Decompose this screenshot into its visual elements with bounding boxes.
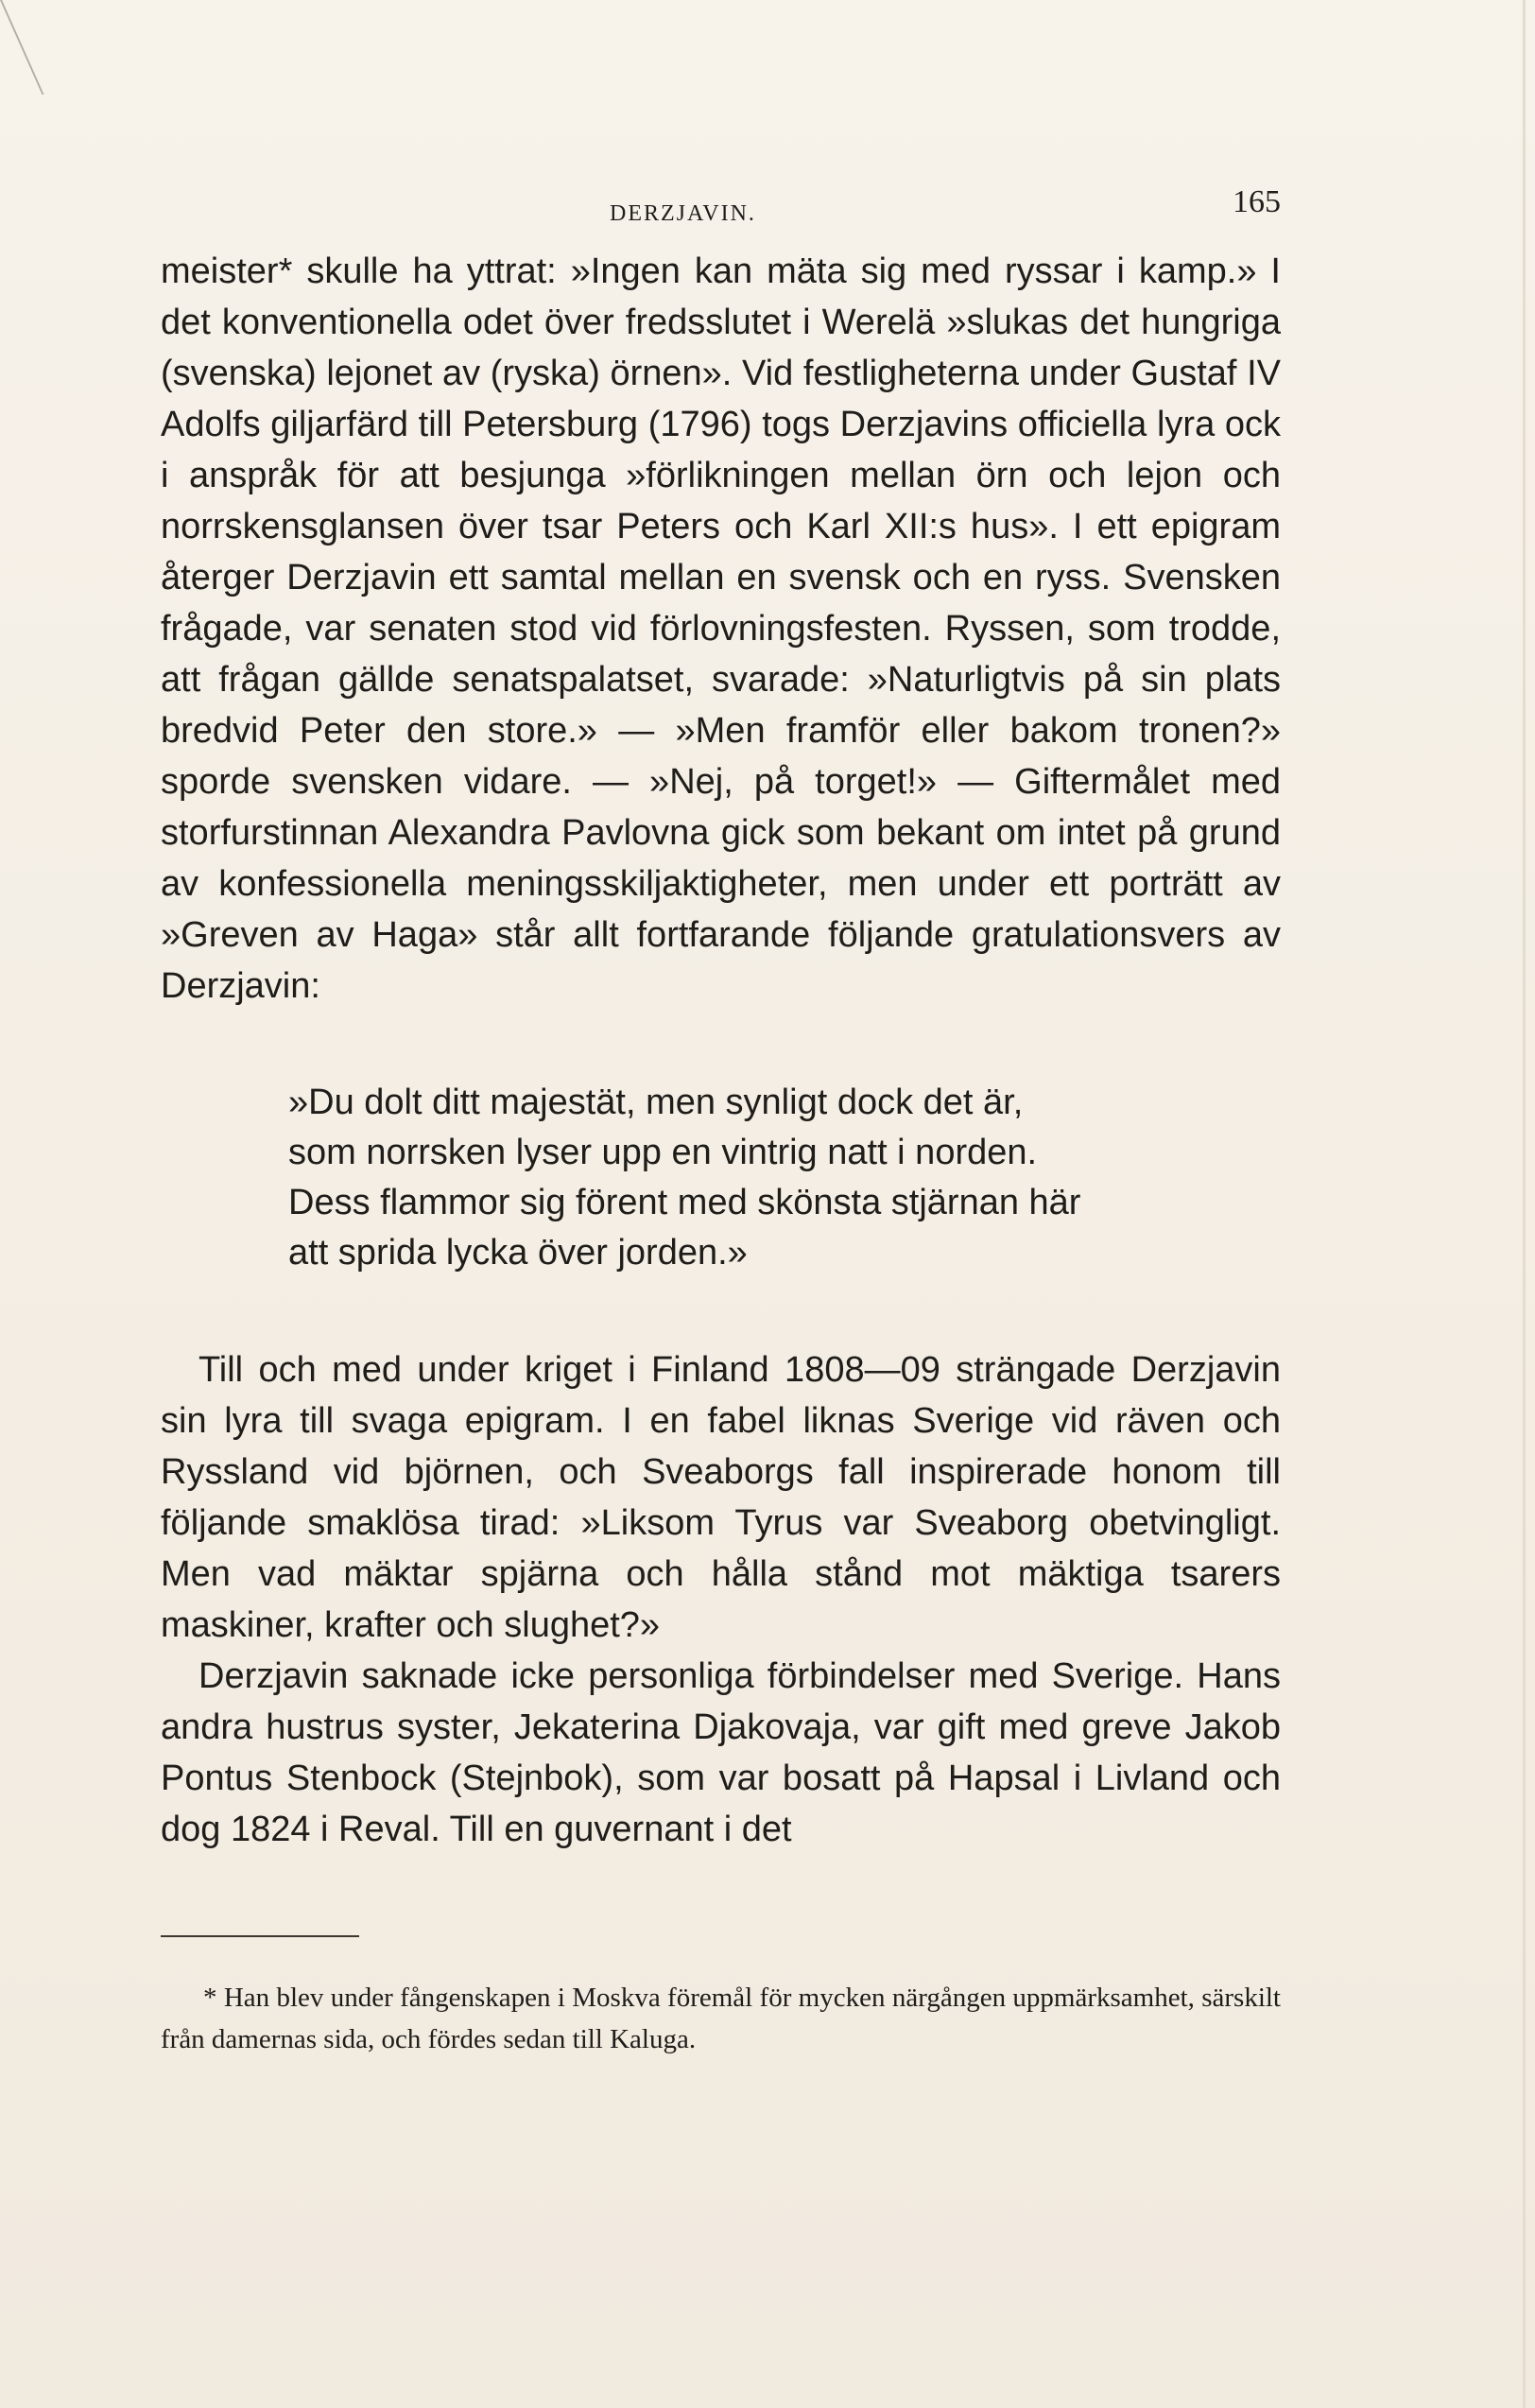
verse-line-3: Dess flammor sig förent med skönsta stjärnan här bbox=[288, 1183, 1081, 1222]
footnote-divider bbox=[161, 1935, 359, 1937]
page-edge-shadow bbox=[0, 0, 101, 95]
paragraph-3: Derzjavin saknade icke personliga förbindelser med Sverige. Hans andra hustrus syster, Jekaterina Djakovaja, var gift med greve Jakob Pontus Stenbock (Stejnbok), som var bosatt på Hapsal i Livland och dog 1824 i Reval. Till en guvernant i det bbox=[161, 1656, 1281, 1849]
verse-quote bbox=[288, 1078, 1281, 1278]
verse-line-4: att sprida lycka över jorden.» bbox=[288, 1233, 748, 1273]
body-text bbox=[161, 246, 1281, 1855]
verse-line-2: som norrsken lyser upp en vintrig natt i norden. bbox=[288, 1133, 1038, 1172]
page-right-edge bbox=[1523, 0, 1526, 2408]
page-number: 165 bbox=[1233, 184, 1281, 219]
footnote: * Han blev under fångenskapen i Moskva föremål för mycken närgången uppmärksamhet, särskilt från damernas sida, och fördes sedan till Kaluga. bbox=[161, 1983, 1281, 2054]
paragraph-2: Till och med under kriget i Finland 1808—09 strängade Derzjavin sin lyra till svaga epigram. I en fabel liknas Sverige vid räven och Ryssland vid björnen, och Sveaborgs fall inspirerade honom till följande smaklösa tirad: »Liksom Tyrus var Sveaborg obetvingligt. Men vad mäktar spjärna och hålla stånd mot mäktiga tsarers maskiner, krafter och slughet?» bbox=[161, 1350, 1281, 1645]
verse-line-1: »Du dolt ditt majestät, men synligt dock det är, bbox=[288, 1083, 1024, 1122]
page-header bbox=[161, 184, 1281, 241]
paragraph-1: meister* skulle ha yttrat: »Ingen kan mäta sig med ryssar i kamp.» I det konventionella odet över fredsslutet i Werelä »slukas det hungriga (svenska) lejonet av (ryska) örnen». Vid festligheterna under Gustaf IV Adolfs giljarfärd till Petersburg (1796) togs Derzjavins officiella lyra ock i anspråk för att besjunga »förlikningen mellan örn och lejon och norrskensglansen över tsar Peters och Karl XII:s hus». I ett epigram återger Derzjavin ett samtal mellan en svensk och en ryss. Svensken frågade, var senaten stod vid förlovningsfesten. Ryssen, som trodde, att frågan gällde senatspalatset, svarade: »Naturligtvis på sin plats bredvid Peter den store.» — »Men framför eller bakom tronen?» sporde svensken vidare. — »Nej, på torget!» — Giftermålet med storfurstinnan Alexandra Pavlovna gick som bekant om intet på grund av konfessionella meningsskiljaktigheter, men under ett porträtt av »Greven av Haga» står allt fortfarande följande gratulationsvers av Derzjavin: bbox=[161, 251, 1281, 1006]
running-head: DERZJAVIN. bbox=[610, 201, 756, 226]
